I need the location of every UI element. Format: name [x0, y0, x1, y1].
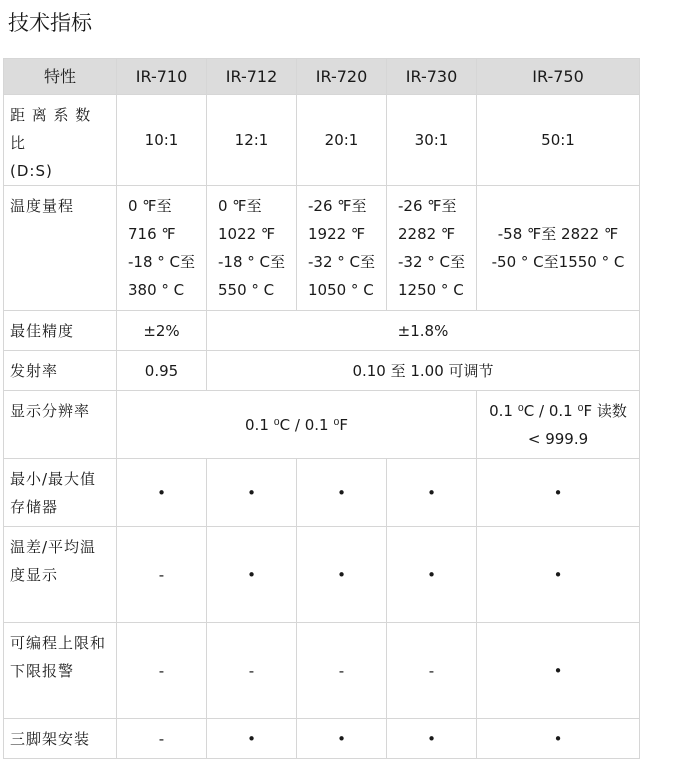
table-row-accuracy	[4, 311, 640, 351]
cell-minmax-ir720: •	[297, 459, 387, 527]
cell-range-ir712: 0 ℉至 1022 ℉ -18 ° C至 550 ° C	[207, 186, 297, 311]
cell-tripod-ir710: -	[117, 719, 207, 759]
table-row-ds	[4, 95, 640, 186]
cell-diffavg-ir720: •	[297, 527, 387, 623]
cell-alarm-ir712: -	[207, 623, 297, 719]
row-label-accuracy: 最佳精度	[4, 311, 117, 351]
table-row-resolution	[4, 391, 640, 459]
row-label-diffavg: 温差/平均温 度显示	[4, 527, 117, 623]
cell-ds-ir750: 50:1	[477, 95, 640, 186]
page-title: 技术指标	[8, 11, 92, 35]
cell-diffavg-ir710: -	[117, 527, 207, 623]
row-label-minmax: 最小/最大值 存储器	[4, 459, 117, 527]
row-label-tripod: 三脚架安装	[4, 719, 117, 759]
table-row-minmax	[4, 459, 640, 527]
table-row-diffavg	[4, 527, 640, 623]
cell-ds-ir712: 12:1	[207, 95, 297, 186]
table-row-tripod	[4, 719, 640, 759]
header-model-ir720: IR-720	[297, 59, 387, 95]
header-model-ir750: IR-750	[477, 59, 640, 95]
cell-range-ir730: -26 ℉至 2282 ℉ -32 ° C至 1250 ° C	[387, 186, 477, 311]
cell-tripod-ir712: •	[207, 719, 297, 759]
cell-resolution-common: 0.1 ⁰C / 0.1 ⁰F	[117, 391, 477, 459]
cell-diffavg-ir750: •	[477, 527, 640, 623]
cell-ds-ir720: 20:1	[297, 95, 387, 186]
cell-range-ir720: -26 ℉至 1922 ℉ -32 ° C至 1050 ° C	[297, 186, 387, 311]
table-row-emissivity	[4, 351, 640, 391]
table-row-range	[4, 186, 640, 311]
row-label-range: 温度量程	[4, 186, 117, 311]
cell-emissivity-rest: 0.10 至 1.00 可调节	[207, 351, 640, 391]
cell-tripod-ir720: •	[297, 719, 387, 759]
cell-alarm-ir720: -	[297, 623, 387, 719]
cell-minmax-ir712: •	[207, 459, 297, 527]
cell-alarm-ir750: •	[477, 623, 640, 719]
header-model-ir712: IR-712	[207, 59, 297, 95]
cell-resolution-ir750: 0.1 ⁰C / 0.1 ⁰F 读数 < 999.9	[477, 391, 640, 459]
row-label-alarm: 可编程上限和 下限报警	[4, 623, 117, 719]
cell-minmax-ir710: •	[117, 459, 207, 527]
cell-diffavg-ir712: •	[207, 527, 297, 623]
cell-emissivity-ir710: 0.95	[117, 351, 207, 391]
header-property: 特性	[4, 59, 117, 95]
cell-minmax-ir730: •	[387, 459, 477, 527]
header-row	[4, 59, 640, 95]
header-model-ir710: IR-710	[117, 59, 207, 95]
cell-alarm-ir710: -	[117, 623, 207, 719]
cell-ds-ir730: 30:1	[387, 95, 477, 186]
cell-accuracy-ir710: ±2%	[117, 311, 207, 351]
row-label-emissivity: 发射率	[4, 351, 117, 391]
cell-range-ir750: -58 ℉至 2822 ℉ -50 ° C至1550 ° C	[477, 186, 640, 311]
cell-alarm-ir730: -	[387, 623, 477, 719]
cell-minmax-ir750: •	[477, 459, 640, 527]
cell-accuracy-rest: ±1.8%	[207, 311, 640, 351]
row-label-ds: 距 离 系 数 比 (D:S)	[4, 95, 117, 186]
header-model-ir730: IR-730	[387, 59, 477, 95]
cell-diffavg-ir730: •	[387, 527, 477, 623]
spec-table	[3, 58, 640, 759]
cell-tripod-ir750: •	[477, 719, 640, 759]
row-label-resolution: 显示分辨率	[4, 391, 117, 459]
cell-tripod-ir730: •	[387, 719, 477, 759]
table-row-alarm	[4, 623, 640, 719]
cell-range-ir710: 0 ℉至 716 ℉ -18 ° C至 380 ° C	[117, 186, 207, 311]
cell-ds-ir710: 10:1	[117, 95, 207, 186]
